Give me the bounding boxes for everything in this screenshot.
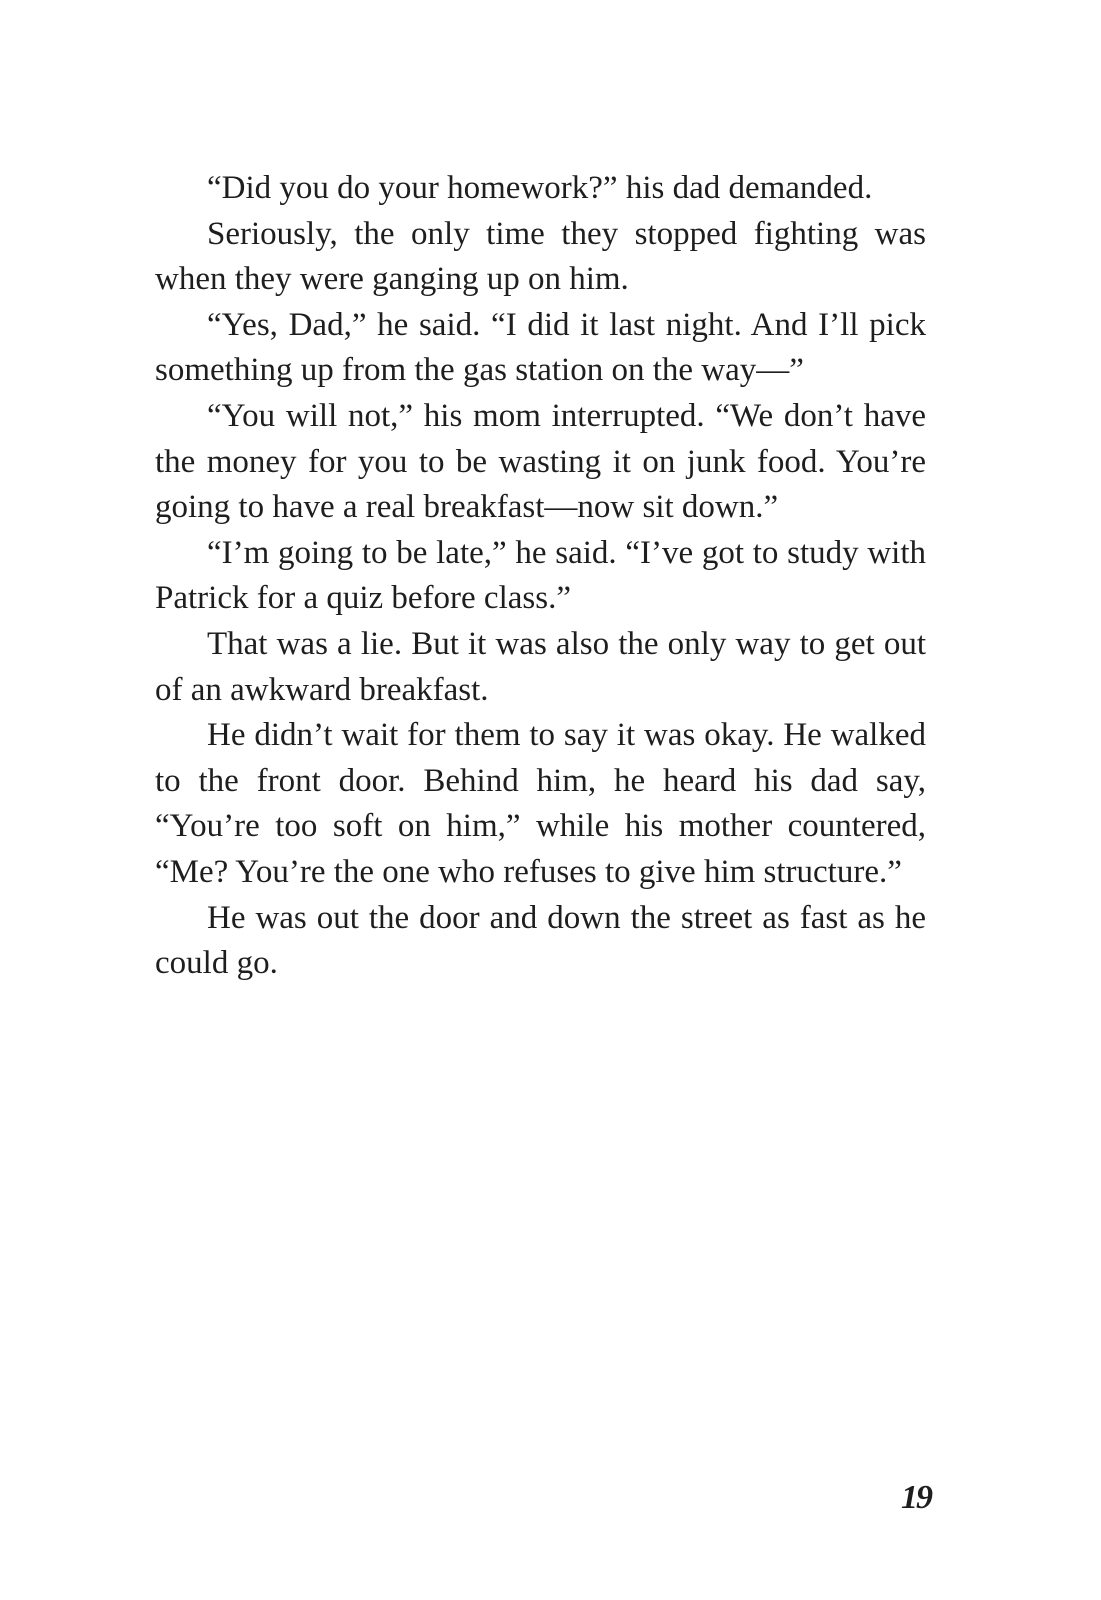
- paragraph: “Did you do your homework?” his dad demanded.: [207, 170, 873, 206]
- paragraph: That was a lie. But it was also the only way to get out of an awkward breakfast.: [155, 625, 926, 708]
- paragraph: He was out the door and down the street as fast as he could go.: [155, 899, 926, 982]
- paragraph: Seriously, the only time they stopped fighting was when they were ganging up on him.: [155, 215, 926, 298]
- paragraph: “You will not,” his mom interrupted. “We don’t have the money for you to be wasting it on junk food. You’re going to have a real breakfast—now sit down.”: [155, 397, 926, 526]
- page-number: 19: [901, 1479, 931, 1516]
- paragraph: “Yes, Dad,” he said. “I did it last night. And I’ll pick something up from the gas station on the way—”: [155, 306, 926, 389]
- paragraph: He didn’t wait for them to say it was okay. He walked to the front door. Behind him, he heard his dad say, “You’re too soft on him,” while his mother countered, “Me? You’re the one who refuses to give him structure.”: [155, 717, 926, 890]
- paragraph: “I’m going to be late,” he said. “I’ve got to study with Patrick for a quiz before class.”: [155, 534, 926, 617]
- body-text: [155, 166, 926, 987]
